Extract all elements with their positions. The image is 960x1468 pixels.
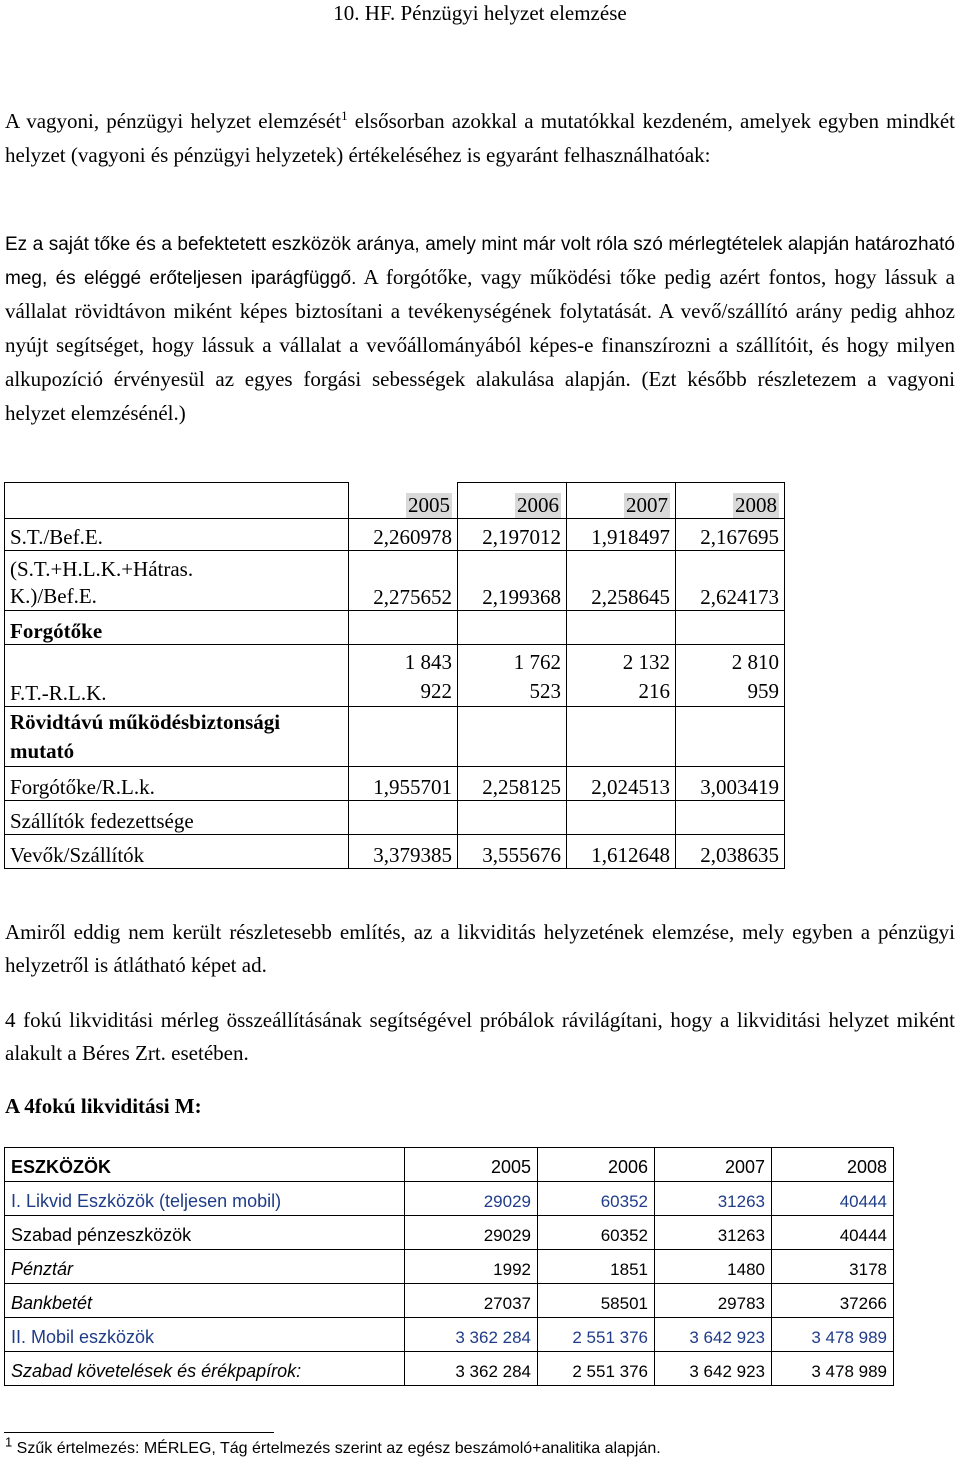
- cell-value: [567, 611, 676, 645]
- cell-value: 2,275652: [349, 551, 458, 611]
- table-header-row: [5, 1148, 894, 1182]
- cell-value: 29783: [655, 1284, 772, 1318]
- cell-value: 27037: [405, 1284, 538, 1318]
- liquidity-heading: A 4fokú likviditási M:: [5, 1094, 202, 1118]
- cell-value: 2 810 959: [676, 645, 785, 707]
- intro-paragraph: [5, 104, 955, 172]
- row-label: Szabad pénzeszközök: [5, 1216, 405, 1250]
- cell-value: 3 362 284: [405, 1318, 538, 1352]
- cell-value: 2,199368: [458, 551, 567, 611]
- ratios-text-sans: Ez a saját tőke és a befektetett eszközök aránya, amely mint már volt róla szó mérlegtételek alapján határozható meg, és eléggé erőteljesen iparágfüggő.: [5, 234, 955, 289]
- table-row: [5, 519, 785, 551]
- row-label: Bankbetét: [5, 1284, 405, 1318]
- row-label: S.T./Bef.E.: [5, 519, 349, 551]
- year-cell: 2006: [458, 483, 567, 519]
- cell-value: 29029: [405, 1216, 538, 1250]
- table-row: [5, 1182, 894, 1216]
- footnote: [5, 1434, 661, 1458]
- year-cell: 2008: [772, 1148, 894, 1182]
- cell-value: [458, 611, 567, 645]
- row-label: Rövidtávú működésbiztonsági mutató: [5, 707, 349, 767]
- ratios-table: [4, 482, 785, 869]
- table-row: [5, 1352, 894, 1386]
- year-cell: 2007: [655, 1148, 772, 1182]
- cell-value: 2,038635: [676, 835, 785, 869]
- cell-value: 31263: [655, 1216, 772, 1250]
- cell-value: 37266: [772, 1284, 894, 1318]
- cell-value: 29029: [405, 1182, 538, 1216]
- table-row: [5, 801, 785, 835]
- cell-value: 2 551 376: [538, 1352, 655, 1386]
- row-label: Forgótőke: [5, 611, 349, 645]
- cell-value: [458, 707, 567, 767]
- year-cell: 2008: [676, 483, 785, 519]
- footnote-text: Szűk értelmezés: MÉRLEG, Tág értelmezés szerint az egész beszámoló+analitika alapján.: [12, 1440, 661, 1457]
- cell-value: 3 478 989: [772, 1352, 894, 1386]
- row-label: Szállítók fedezettsége: [5, 801, 349, 835]
- intro-text-end: elsősorban azokkal a mutatókkal kezdeném, amelyek egyben mindkét helyzet (vagyoni és pénzügyi helyzetek) értékeléséhez is egyaránt felhasználhatóak:: [5, 109, 955, 167]
- cell-value: [349, 611, 458, 645]
- cell-value: 1480: [655, 1250, 772, 1284]
- cell-value: [676, 707, 785, 767]
- cell-value: 1,612648: [567, 835, 676, 869]
- intro-text-start: A vagyoni, pénzügyi helyzet elemzését: [5, 109, 342, 133]
- row-label: Szabad követelések és érékpapírok:: [5, 1352, 405, 1386]
- cell-value: 3,379385: [349, 835, 458, 869]
- liquidity-table: [4, 1147, 894, 1386]
- table-row: [5, 1216, 894, 1250]
- year-cell: 2006: [538, 1148, 655, 1182]
- table-row: [5, 551, 785, 611]
- cell-value: 1,955701: [349, 767, 458, 801]
- row-label: II. Mobil eszközök: [5, 1318, 405, 1352]
- cell-value: 1,918497: [567, 519, 676, 551]
- cell-value: 2,258645: [567, 551, 676, 611]
- cell-value: 3 642 923: [655, 1318, 772, 1352]
- cell-value: 3178: [772, 1250, 894, 1284]
- cell-value: 2,197012: [458, 519, 567, 551]
- cell-value: 3 362 284: [405, 1352, 538, 1386]
- row-label: (S.T.+H.L.K.+Hátras. K.)/Bef.E.: [5, 551, 349, 611]
- cell-value: 2 132 216: [567, 645, 676, 707]
- row-label: I. Likvid Eszközök (teljesen mobil): [5, 1182, 405, 1216]
- cell-value: 2,624173: [676, 551, 785, 611]
- liquidity-balance-paragraph: 4 fokú likviditási mérleg összeállításának segítségével próbálok rávilágítani, hogy a likviditási helyzet miként alakult a Béres Zrt. esetében.: [5, 1008, 955, 1065]
- year-cell: 2005: [349, 483, 458, 519]
- footnote-ref[interactable]: 1: [341, 108, 348, 123]
- year-cell: 2007: [567, 483, 676, 519]
- cell-value: 2,260978: [349, 519, 458, 551]
- cell-value: 2,167695: [676, 519, 785, 551]
- cell-value: 60352: [538, 1216, 655, 1250]
- cell-value: [349, 801, 458, 835]
- table-row: [5, 707, 785, 767]
- table-row: [5, 1284, 894, 1318]
- cell-value: 2,024513: [567, 767, 676, 801]
- cell-value: [349, 707, 458, 767]
- cell-value: [567, 801, 676, 835]
- footnote-number: 1: [5, 1434, 13, 1450]
- cell-value: 40444: [772, 1182, 894, 1216]
- cell-value: 58501: [538, 1284, 655, 1318]
- row-label: F.T.-R.L.K.: [5, 645, 349, 707]
- table-row: [5, 835, 785, 869]
- assets-header: ESZKÖZÖK: [5, 1148, 405, 1182]
- table-row: [5, 767, 785, 801]
- table-row: [5, 1250, 894, 1284]
- row-label: Pénztár: [5, 1250, 405, 1284]
- cell-value: [676, 611, 785, 645]
- cell-value: 60352: [538, 1182, 655, 1216]
- cell-value: 1 762 523: [458, 645, 567, 707]
- table-row: [5, 611, 785, 645]
- cell-value: 31263: [655, 1182, 772, 1216]
- year-cell: 2005: [405, 1148, 538, 1182]
- ratios-text-serif: A forgótőke, vagy működési tőke pedig azért fontos, hogy lássuk a vállalat rövidtávon miként képes biztosítani a tevékenységének folytatását. A vevő/szállító arány pedig ahhoz nyújt segítséget, hogy lássuk a vállalat a vevőállományából képes-e finanszírozni a szállítóit, és hogy milyen alkupozíció érvényesül az egyes forgási sebességek alakulása alapján. (Ezt később részletezem a vagyoni helyzet elemzésénél.): [5, 265, 956, 425]
- liquidity-paragraph: Amiről eddig nem került részletesebb említés, az a likviditás helyzetének elemzése, mely egyben a pénzügyi helyzetről is átlátható képet ad.: [5, 920, 955, 977]
- cell-value: [676, 801, 785, 835]
- table-row: [5, 1318, 894, 1352]
- cell-value: 1 843 922: [349, 645, 458, 707]
- cell-value: 40444: [772, 1216, 894, 1250]
- ratios-paragraph: [5, 228, 955, 431]
- cell-value: [458, 801, 567, 835]
- cell-value: 2 551 376: [538, 1318, 655, 1352]
- cell-value: 3 642 923: [655, 1352, 772, 1386]
- cell-value: [567, 707, 676, 767]
- row-label: Forgótőke/R.L.k.: [5, 767, 349, 801]
- table-row: [5, 645, 785, 707]
- cell-value: 2,258125: [458, 767, 567, 801]
- footnote-separator: [4, 1432, 274, 1433]
- cell-value: 1992: [405, 1250, 538, 1284]
- cell-value: 3,555676: [458, 835, 567, 869]
- cell-value: 3 478 989: [772, 1318, 894, 1352]
- table-corner: [5, 483, 349, 519]
- cell-value: 1851: [538, 1250, 655, 1284]
- row-label: Vevők/Szállítók: [5, 835, 349, 869]
- cell-value: 3,003419: [676, 767, 785, 801]
- table-header-row: [5, 483, 785, 519]
- page-title: 10. HF. Pénzügyi helyzet elemzése: [333, 1, 627, 25]
